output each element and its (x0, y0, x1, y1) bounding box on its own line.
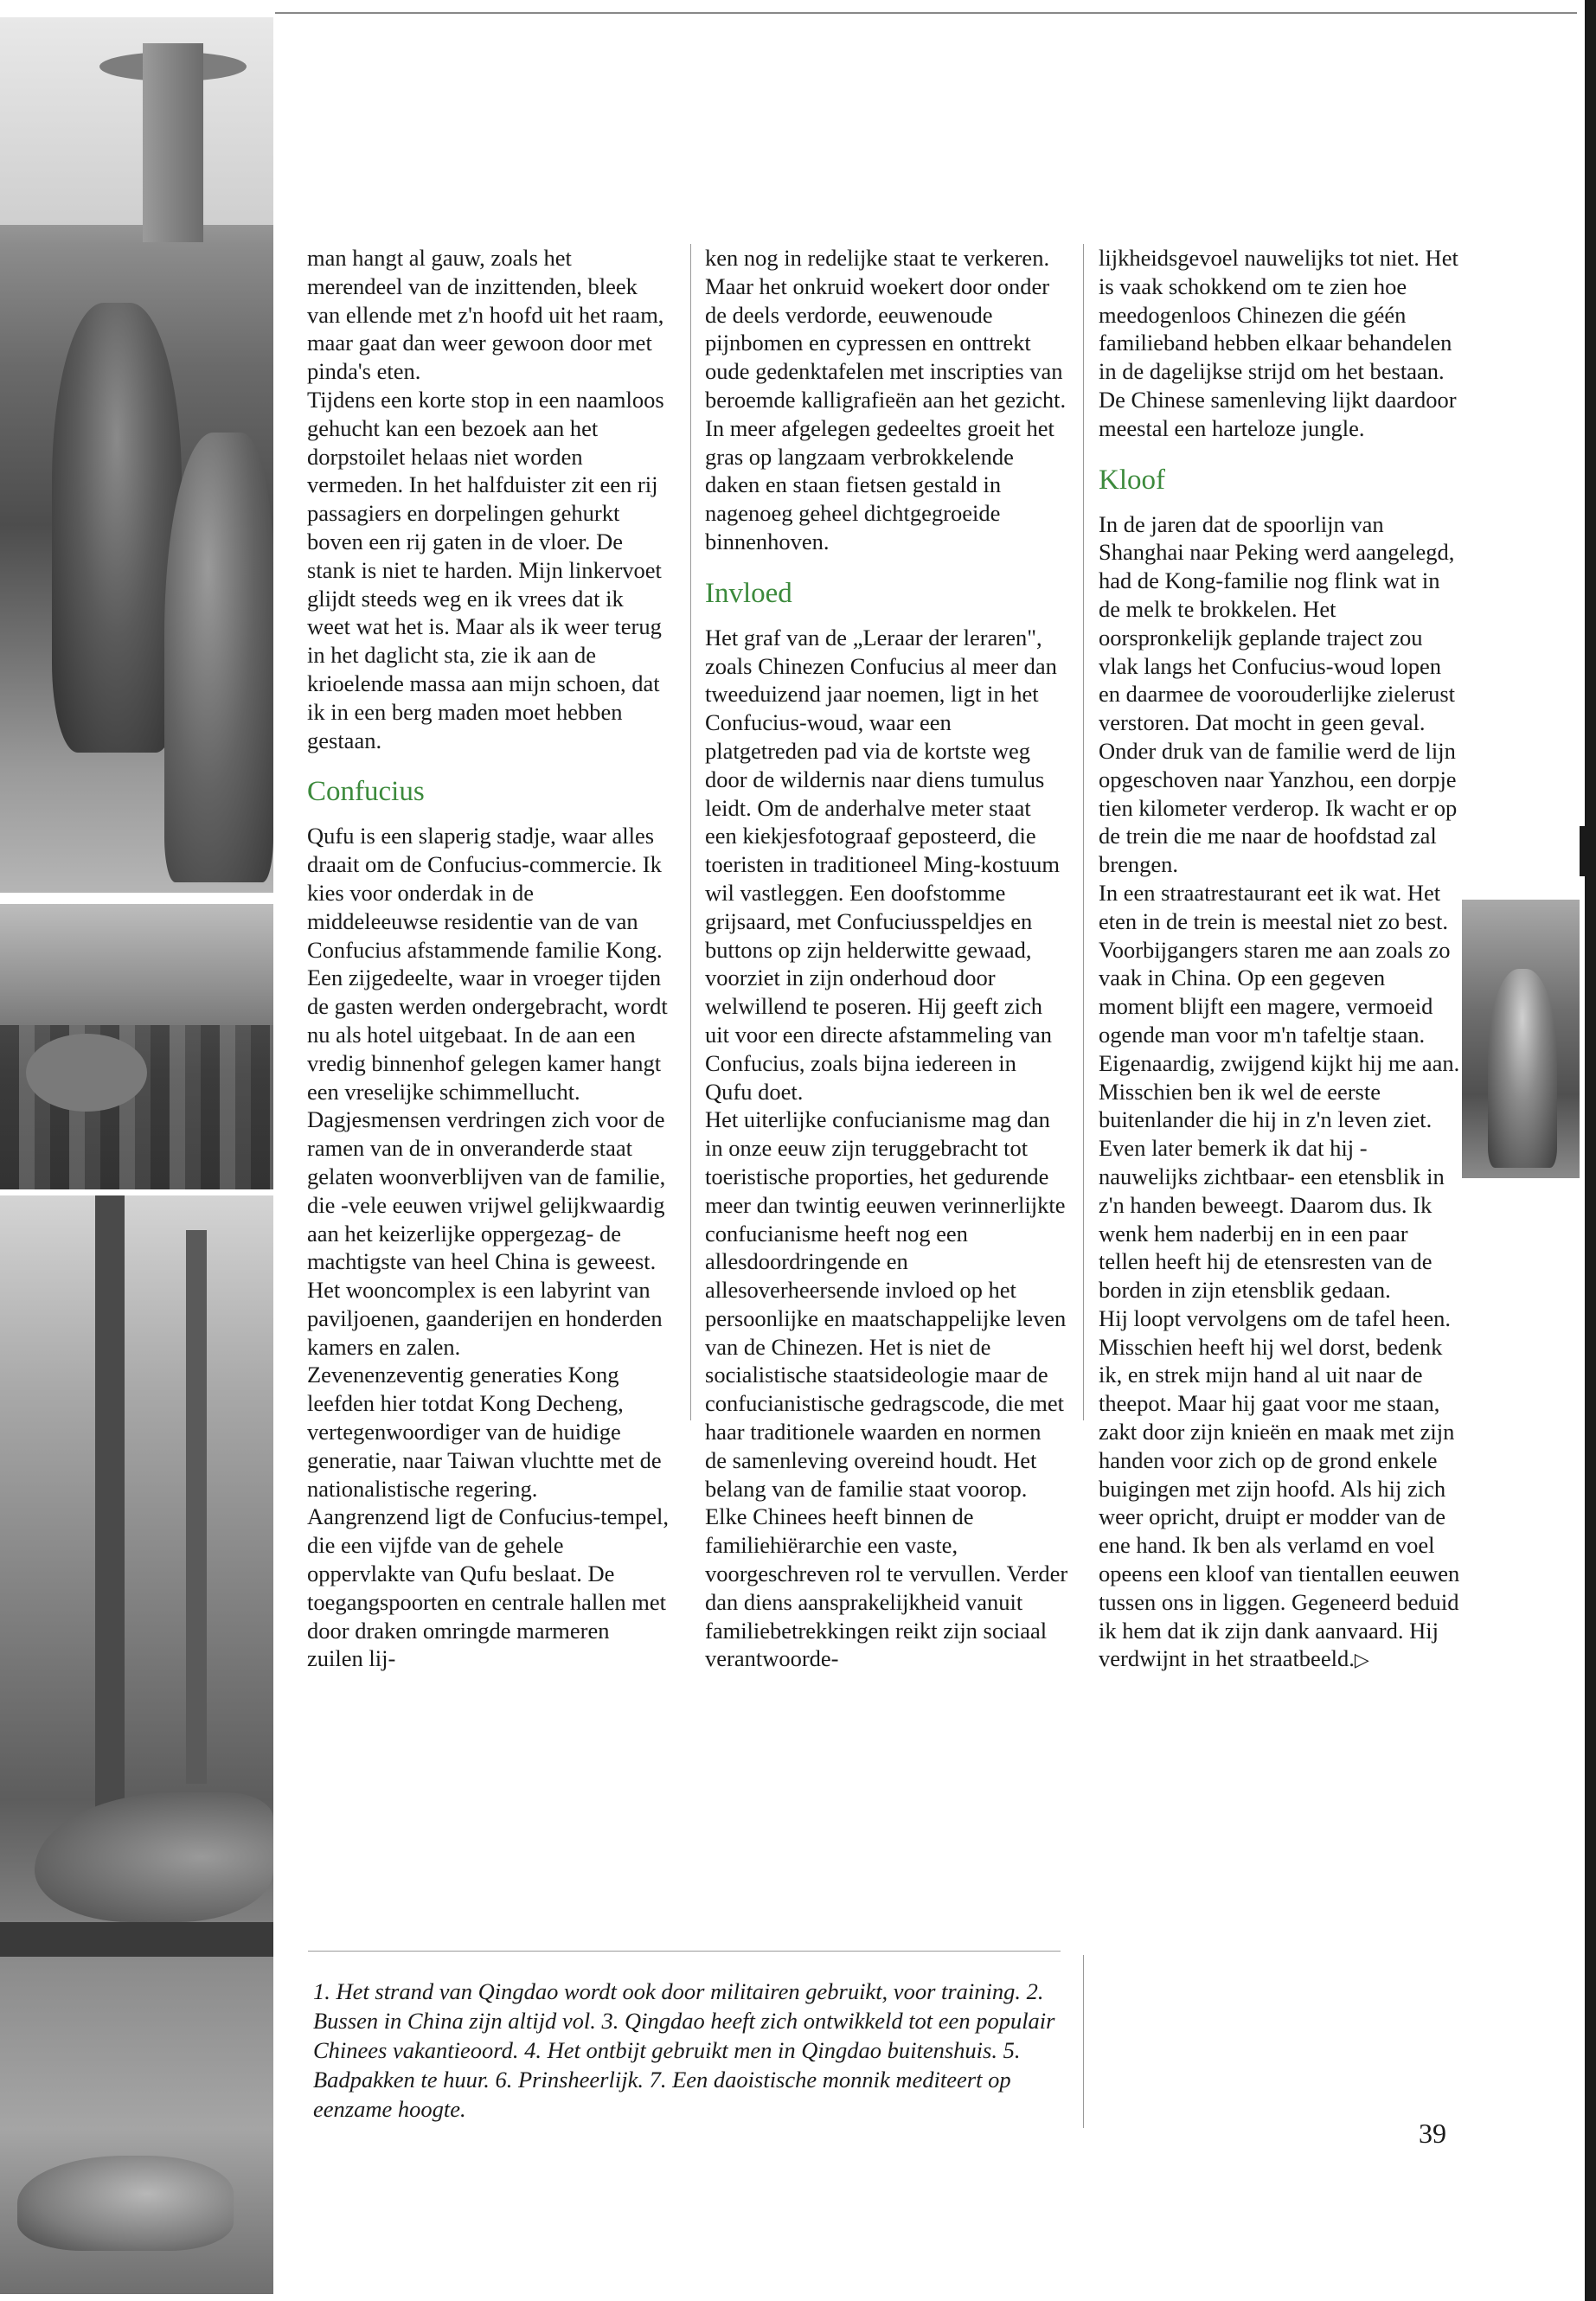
photo-tree-trunk (186, 1230, 207, 1784)
photo-tower (143, 43, 203, 242)
section-heading-invloed: Invloed (705, 577, 792, 609)
section-heading-confucius: Confucius (307, 776, 425, 808)
continue-arrow-icon: ▷ (1354, 1650, 1369, 1672)
paragraph: Qufu is een slaperig stadje, waar alles draait om de Confucius-commercie. Ik kies voor onderdak in de middeleeuwse residentie van de van Confucius afstammende familie Kong. Een zijgedeelte, waar in vroeger tijden de gasten werden ondergebracht, wordt nu als hotel uitgebaat. In de aan een vredig binnenhof gelegen kamer hangt een vreselijke schimmellucht. Dagjesmensen verdringen zich voor de ramen van de in onveranderde staat gelaten woonverblijven van de familie, die -vele eeuwen vrijwel gelijkwaardig aan het keizerlijke oppergezag- de machtigste van heel China is geweest. Het wooncomplex is een labyrint van paviljoenen, gaanderijen en honderden kamers en zalen. (307, 823, 668, 1360)
paragraph: lijkheidsgevoel nauwelijks tot niet. Het is vaak schokkend om te zien hoe meedogenloos Chinezen die géén familieband hebben elkaar behandelen in de dagelijkse strijd om het bestaan. De Chinese samenleving lijkt daardoor meestal een harteloze jungle. (1099, 245, 1458, 441)
column-divider (690, 244, 691, 1420)
caption-divider (308, 1951, 1061, 1952)
paragraph: In de jaren dat de spoorlijn van Shanghai naar Peking werd aangelegd, had de Kong-familie nog flink wat in de melk te brokkelen. Het oorspronkelijk geplande traject zou vlak langs het Confucius-woud lopen en daarmee de voorouderlijke zielerust verstoren. Dat mocht in geen geval. Onder druk van de familie werd de lijn opgeschoven naar Yanzhou, een dorpje tien kilometer verderop. Ik wacht er op de trein die me naar de hoofdstad zal brengen. (1099, 510, 1458, 878)
photo-arm (35, 1792, 273, 1922)
text-column-2 (705, 244, 1068, 1673)
photo-person (1488, 969, 1557, 1168)
photo-beach-military (0, 17, 273, 893)
paragraph: Tijdens een korte stop in een naamloos gehucht kan een bezoek aan het dorpstoilet helaas niet worden vermeden. In het halfduister zit een rij passagiers en dorpelingen gehurkt boven een rij gaten in de vloer. De stank is niet te harden. Mijn linkervoet glijdt steeds weg en ik vrees dat ik weet wat het is. Maar als ik weer terug in het daglicht sta, zie ik aan de krioelende massa aan mijn schoen, dat ik in een berg maden moet hebben gestaan. (307, 386, 664, 753)
photo-breakfast-outdoors (0, 904, 273, 1189)
photo-figure (164, 433, 273, 882)
paragraph: Aangrenzend ligt de Confucius-tempel, die een vijfde van de gehele oppervlakte van Qufu beslaat. De toegangspoorten en centrale hallen met door draken omringde marmeren zuilen lij- (307, 1503, 669, 1672)
photo-monk-meditating (0, 1195, 273, 2294)
paragraph: Het graf van de „Leraar der leraren", zoals Chinezen Confucius al meer dan tweeduizend jaar noemen, ligt in het Confucius-woud, waar een platgetreden pad via de kortste weg door de wildernis naar diens tumulus leidt. Om de anderhalve meter staat een kiekjesfotograaf geposteerd, die toeristen in traditioneel Ming-kostuum wil vastleggen. Een doofstomme grijsaard, met Confuciusspeldjes en buttons op zijn helderwitte gewaad, voorziet in zijn onderhoud door welwillend te poseren. Hij geeft zich uit voor een directe afstammeling van Confucius, zoals bijna iedereen in Qufu doet. (705, 624, 1060, 1105)
photo-basket (26, 1034, 147, 1112)
photo-railing (0, 1922, 273, 1957)
paragraph: man hangt al gauw, zoals het merendeel van de inzittenden, bleek van ellende met z'n hoofd uit het raam, maar gaat dan weer gewoon door met pinda's eten. (307, 245, 664, 385)
text-column-1 (307, 244, 670, 1673)
paragraph: In een straatrestaurant eet ik wat. Het eten in de trein is meestal niet zo best. Voorbijgangers staren me aan zoals zo vaak in China. Op een gegeven moment blijft een magere, vermoeid ogende man voor m'n tafeltje staan. Eigenaardig, zwijgend kijkt hij me aan. Misschien ben ik wel de eerste buitenlander die hij in z'n leven ziet. Even later bemerk ik dat hij -nauwelijks zichtbaar- een etensblik in z'n handen beweegt. Daarom dus. Ik wenk hem naderbij en in een paar tellen heeft hij de etensresten van de borden in zijn etensblik gedaan. (1099, 879, 1460, 1304)
section-heading-kloof: Kloof (1099, 464, 1165, 496)
text-column-3 (1099, 244, 1462, 1676)
paragraph: Het uiterlijke confucianisme mag dan in onze eeuw zijn teruggebracht tot toeristische proporties, het gedurende meer dan twintig eeuwen verinnerlijkte confucianisme heeft nog een allesdoordringende en allesoverheersende invloed op het persoonlijke en maatschappelijke leven van de Chinezen. Het is niet de socialistische staatsideologie maar de confucianistische gedragscode, die met haar traditionele waarden en normen de samenleving overeind houdt. Het belang van de familie staat voorop. Elke Chinees heeft binnen de familiehiërarchie een vaste, voorgeschreven rol te vervullen. Verder dan diens aansprakelijkheid vanuit familiebetrekkingen reikt zijn sociaal verantwoorde- (705, 1106, 1068, 1672)
photo-sky (0, 17, 273, 225)
photo-caption: 1. Het strand van Qingdao wordt ook door militairen gebruikt, voor training. 2. Bussen in China zijn altijd vol. 3. Qingdao heeft zich ontwikkeld tot een populair Chinees vakantieoord. 4. Het ontbijt gebruikt men in Qingdao buitenshuis. 5. Badpakken te huur. 6. Prinsheerlijk. 7. Een daoistische monnik mediteert op eenzame hoogte. (313, 1978, 1055, 2122)
top-rule (275, 12, 1577, 14)
paragraph (1099, 1304, 1462, 1676)
photo-tree-trunk (95, 1195, 125, 1870)
page-number: 39 (1419, 2118, 1446, 2149)
photo-foot (17, 2156, 234, 2251)
paragraph-text: Hij loopt vervolgens om de tafel heen. Misschien heeft hij wel dorst, bedenk ik, en strek mijn hand al uit naar de theepot. Maar hij gaat voor me staan, zakt door zijn knieën en maak met zijn handen voor zich op de grond enkele buigingen met zijn hoofd. Als hij zich weer opricht, druipt er modder van de ene hand. Ik ben als verlamd en voel opeens een kloof van tientallen eeuwen tussen ons in liggen. Gegeneerd beduid ik hem dat ik zijn dank aanvaard. Hij verdwijnt in het straatbeeld. (1099, 1304, 1460, 1672)
column-divider (1083, 244, 1084, 1420)
column-divider (1083, 1955, 1084, 2128)
page-edge (1585, 0, 1596, 2301)
paragraph: ken nog in redelijke staat te verkeren. Maar het onkruid woekert door onder de deels verdorde, eeuwenoude pijnbomen en cypressen en onttrekt oude gedenktafelen met inscripties van beroemde kalligrafieën aan het gezicht. In meer afgelegen gedeeltes groeit het gras op langzaam verbrokkelende daken en staan fietsen gestald in nagenoeg geheel dichtgegroeide binnenhoven. (705, 245, 1067, 554)
photo-street-scene (1462, 900, 1580, 1178)
photo-figure (52, 303, 182, 753)
edge-marker (1580, 826, 1586, 876)
paragraph: Zevenenzeventig generaties Kong leefden hier totdat Kong Decheng, vertegenwoordiger van de huidige generatie, naar Taiwan vluchtte met de nationalistische regering. (307, 1362, 662, 1502)
